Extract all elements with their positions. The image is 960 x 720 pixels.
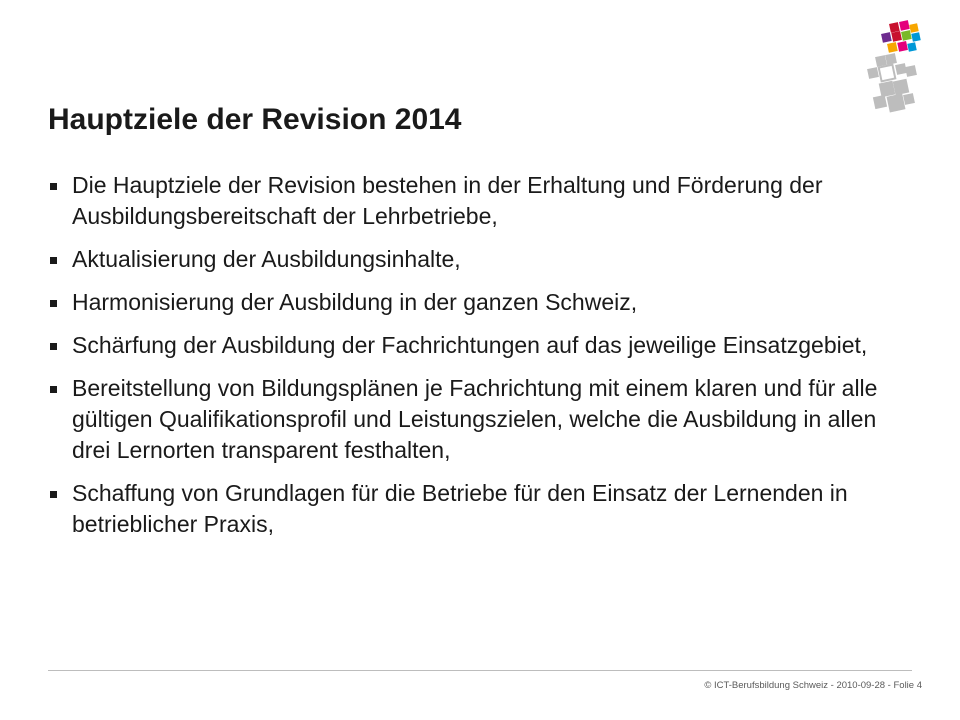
bullet-item bbox=[48, 244, 908, 275]
bullet-item bbox=[48, 330, 908, 361]
footer-copyright: © ICT-Berufsbildung Schweiz - 2010-09-28 - Folie 4 bbox=[704, 680, 922, 691]
ict-berufsbildung-logo-icon bbox=[860, 18, 924, 118]
bullet-text: Bereitstellung von Bildungsplänen je Fachrichtung mit einem klaren und für alle gültigen Qualifikationsprofil und Leistungszielen, welche die Ausbildung in allen drei Lernorten transparent festhalten, bbox=[72, 375, 878, 463]
logo-color-squares bbox=[881, 20, 921, 53]
square-bullet-icon bbox=[50, 183, 57, 190]
bullet-item bbox=[48, 170, 908, 232]
bullet-item bbox=[48, 287, 908, 318]
bullet-text: Aktualisierung der Ausbildungsinhalte, bbox=[72, 246, 461, 272]
bullet-text: Schaffung von Grundlagen für die Betriebe für den Einsatz der Lernenden in betrieblicher Praxis, bbox=[72, 480, 848, 537]
square-bullet-icon bbox=[50, 343, 57, 350]
slide-title: Hauptziele der Revision 2014 bbox=[48, 103, 462, 136]
logo-gray-cross bbox=[867, 53, 917, 112]
bullet-item bbox=[48, 478, 908, 540]
bullet-item bbox=[48, 373, 908, 466]
square-bullet-icon bbox=[50, 257, 57, 264]
square-bullet-icon bbox=[50, 386, 57, 393]
bullet-text: Schärfung der Ausbildung der Fachrichtungen auf das jeweilige Einsatzgebiet, bbox=[72, 332, 868, 358]
square-bullet-icon bbox=[50, 491, 57, 498]
footer-divider bbox=[48, 670, 912, 671]
square-bullet-icon bbox=[50, 300, 57, 307]
bullet-list bbox=[48, 170, 908, 552]
bullet-text: Die Hauptziele der Revision bestehen in der Erhaltung und Förderung der Ausbildungsbereitschaft der Lehrbetriebe, bbox=[72, 172, 823, 229]
bullet-text: Harmonisierung der Ausbildung in der ganzen Schweiz, bbox=[72, 289, 638, 315]
